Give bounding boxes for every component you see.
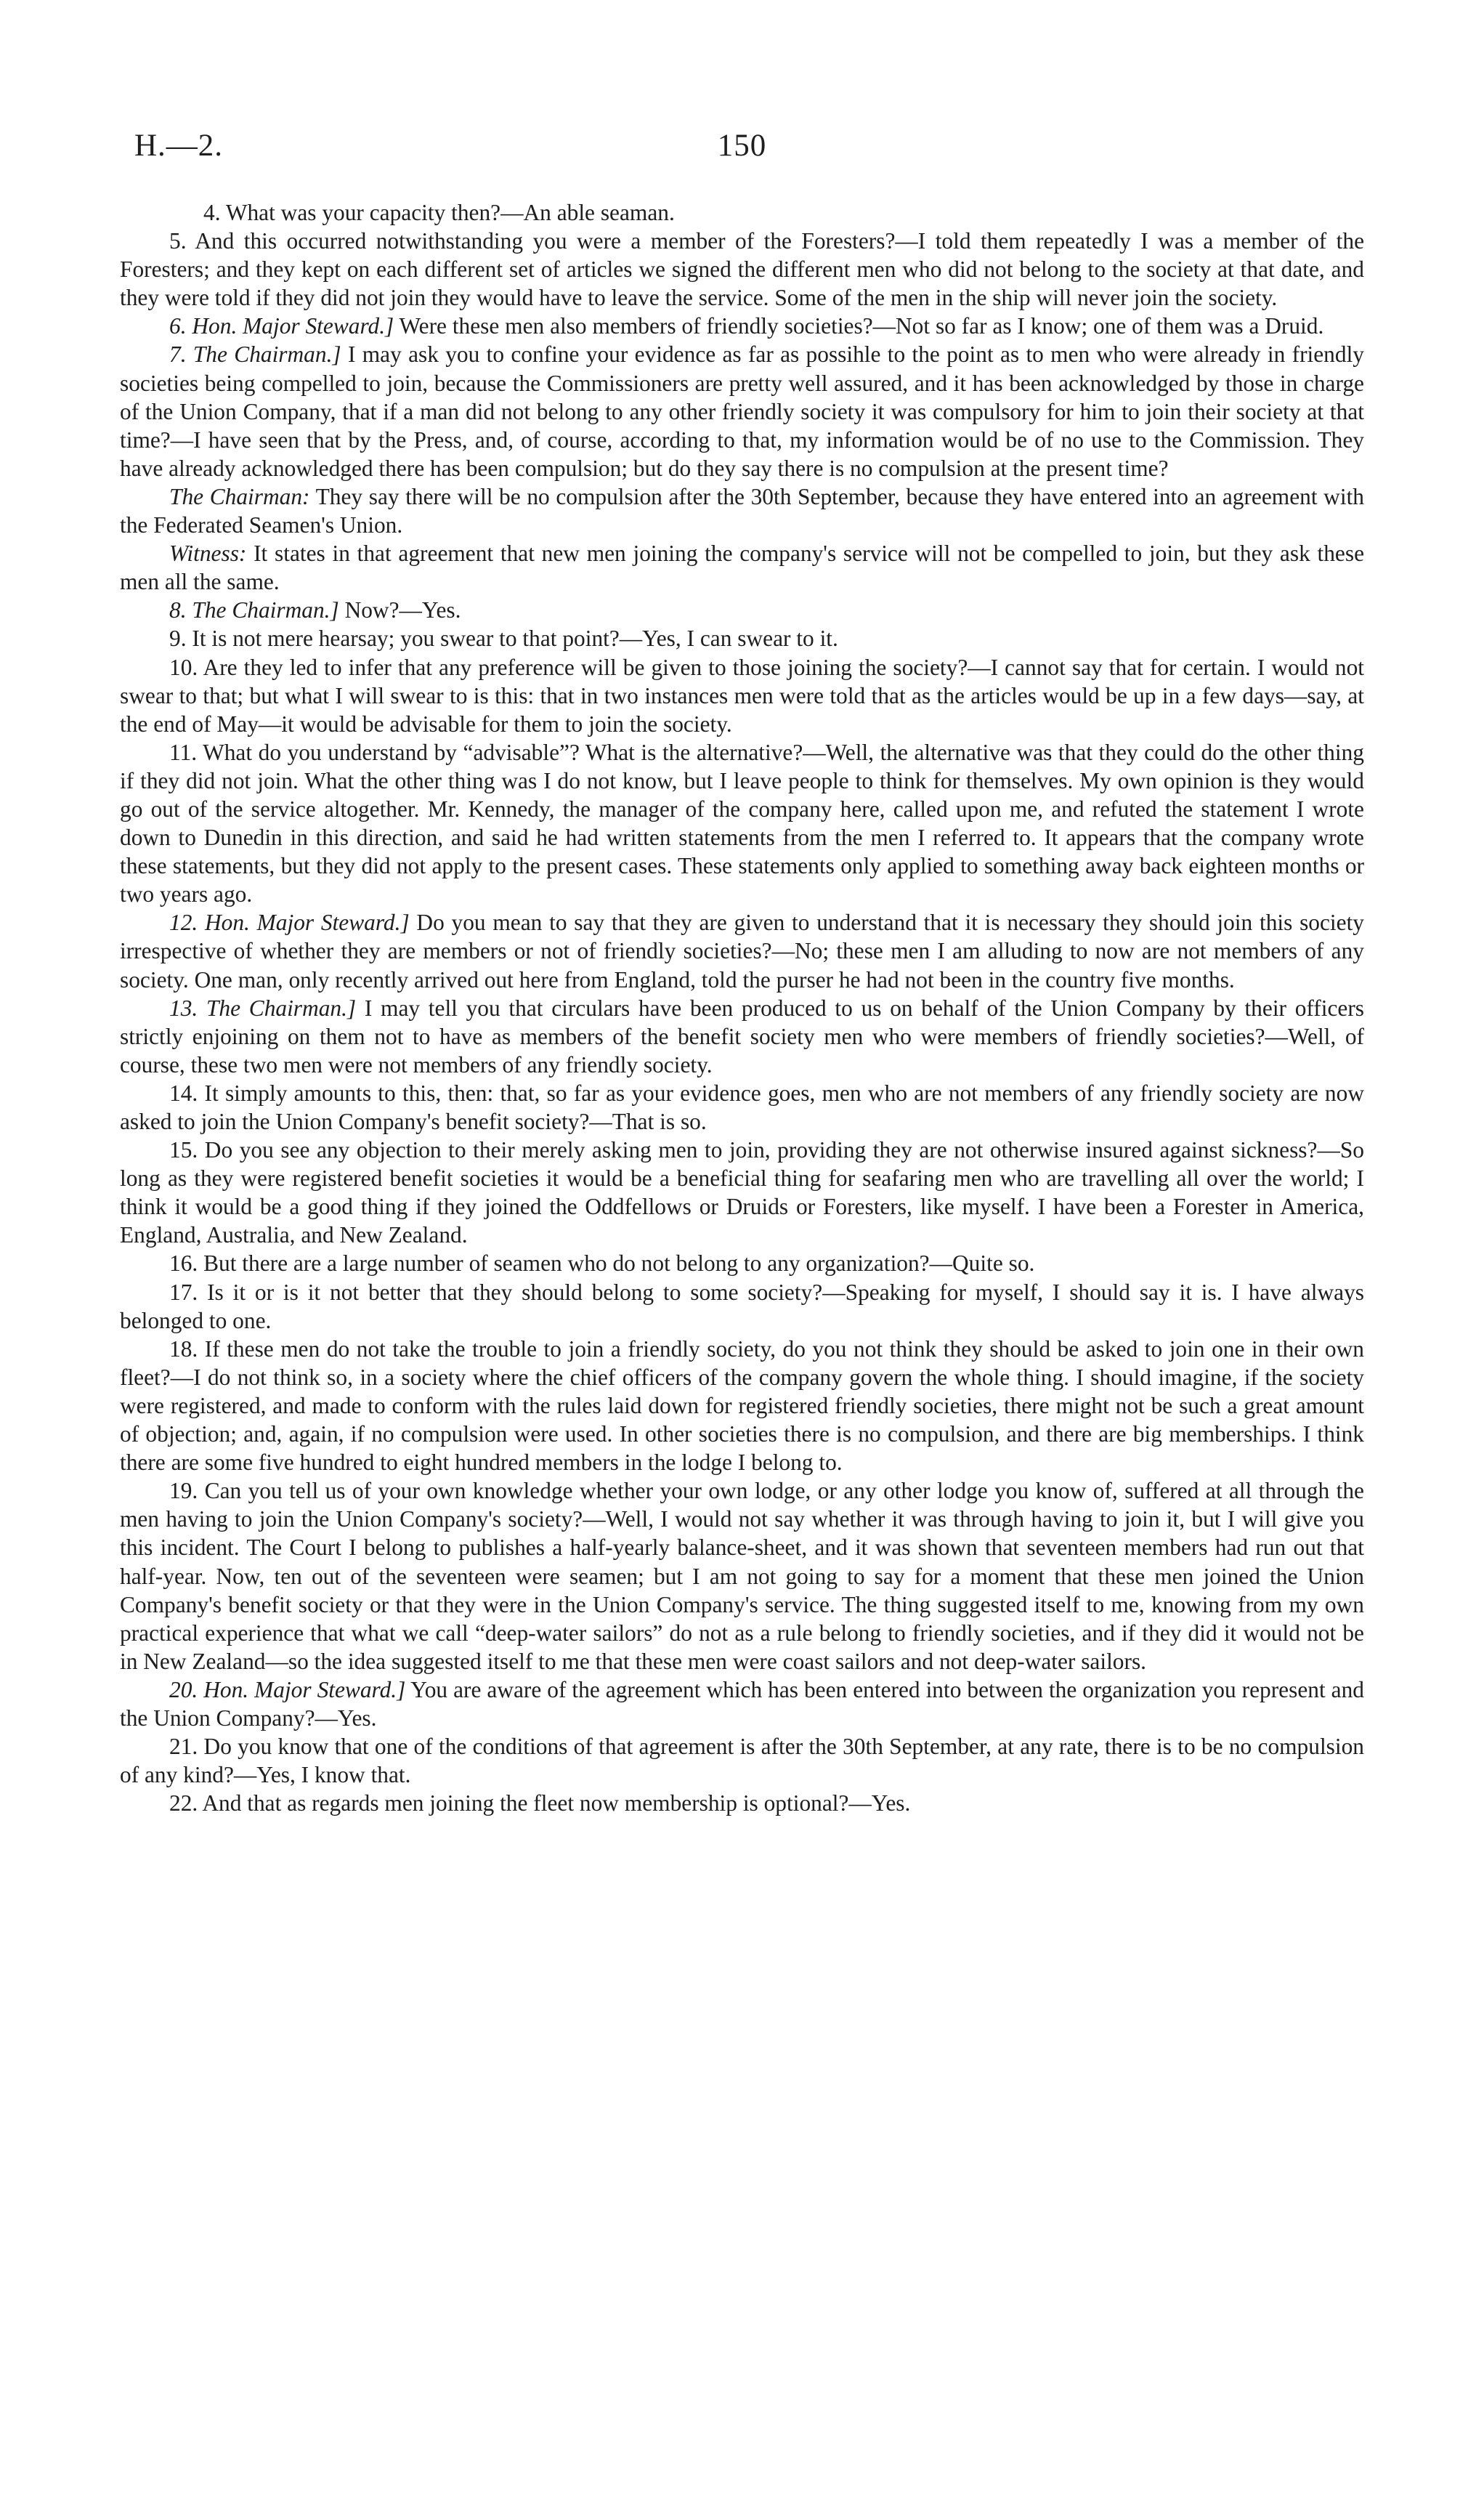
speaker-label: 20. Hon. Major Steward.] (169, 1676, 406, 1702)
speaker-label: 13. The Chairman.] (169, 995, 357, 1021)
paragraph-witness-remark: Witness: It states in that agreement that new men joining the company's service will not be compelled to join, but they ask these men all the same. (120, 541, 1364, 595)
speaker-label: 12. Hon. Major Steward.] (169, 910, 410, 936)
speaker-label: 7. The Chairman.] (169, 341, 341, 368)
paragraph-q12: 12. Hon. Major Steward.] Do you mean to say that they are given to understand that it is necessary they should join this society irrespective of whether they are members or not of friendly societies?—No; these men I am alluding to now are not members of any society. One man, only recently arrived out here from England, told the purser he had not been in the country five months. (120, 910, 1364, 993)
paragraph-q4: 4. What was your capacity then?—An able seaman. (203, 200, 675, 225)
paragraph-q22: 22. And that as regards men joining the fleet now membership is optional?—Yes. (169, 1790, 911, 1816)
paragraph-q14: 14. It simply amounts to this, then: that, so far as your evidence goes, men who are not members of any friendly society are now asked to join the Union Company's benefit society?—That is so. (120, 1080, 1364, 1134)
paragraph-q20: 20. Hon. Major Steward.] You are aware of the agreement which has been entered into between the organization you represent and the Union Company?—Yes. (120, 1676, 1364, 1731)
speaker-label: 8. The Chairman.] (169, 597, 339, 623)
paragraph-q11: 11. What do you understand by “advisable”? What is the alternative?—Well, the alternative was that they could do the other thing if they did not join. What the other thing was I do not know, but I leave people to think for themselves. My own opinion is they would go out of the service altogether. Mr. Kennedy, the manager of the company here, called upon me, and refuted the statement I wrote down to Dunedin in this direction, and said he had written statements from the men I referred to. It appears that the company wrote these statements, but they did not apply to the present cases. These statements only applied to something away back eighteen months or two years ago. (120, 739, 1364, 908)
paragraph-q18: 18. If these men do not take the trouble to join a friendly society, do you not think they should be asked to join one in their own fleet?—I do not think so, in a society where the chief officers of the company govern the whole thing. I should imagine, if the society were registered, and made to conform with the rules laid down for registered friendly societies, there might not be such a great amount of objection; and, again, if no compulsion were used. In other societies there is no compulsion, and there are big memberships. I think there are some five hundred to eight hundred members in the lodge I belong to. (120, 1335, 1364, 1476)
paragraph-q16: 16. But there are a large number of seamen who do not belong to any organization?—Quite so. (169, 1250, 1035, 1277)
paragraph-q8: 8. The Chairman.] Now?—Yes. (169, 597, 461, 623)
paragraph-q7: 7. The Chairman.] I may ask you to confine your evidence as far as possihle to the point as to men who were already in friendly societies being compelled to join, because the Commissioners are pretty well assured, and it has been acknowledged by those in charge of the Union Company, that if a man did not belong to any other friendly society it was compulsory for him to join their society at that time?—I have seen that by the Press, and, of course, according to that, my information would be of no use to the Commission. They have already acknowledged there has been compulsion; but do they say there is no compulsion at the present time? (120, 341, 1364, 481)
paragraph-q21: 21. Do you know that one of the conditions of that agreement is after the 30th September, at any rate, there is to be no compulsion of any kind?—Yes, I know that. (120, 1734, 1364, 1788)
paragraph-q13: 13. The Chairman.] I may tell you that circulars have been produced to us on behalf of the Union Company by their officers strictly enjoining on them not to have as members of the benefit society men who were members of friendly societies?—Well, of course, these two men were not members of any friendly society. (120, 995, 1364, 1078)
paragraph-q9: 9. It is not mere hearsay; you swear to that point?—Yes, I can swear to it. (169, 626, 838, 652)
paragraph-q19: 19. Can you tell us of your own knowledge whether your own lodge, or any other lodge you know of, suffered at all through the men having to join the Union Company's society?—Well, I would not say whether it was through having to join it, but I will give you this incident. The Court I belong to publishes a half-yearly balance-sheet, and it was shown that seventeen members had run out that half-year. Now, ten out of the seventeen were seamen; but I am not going to say for a moment that these men joined the Union Company's benefit society or that they were in the Union Company's service. The thing suggested itself to me, knowing from my own practical experience that what we call “deep-water sailors” do not as a rule belong to friendly societies, and if they did it would not be in New Zealand—so the idea suggested itself to me that these men were coast sailors and not deep-water sailors. (120, 1478, 1364, 1674)
speaker-label: Witness: (169, 541, 247, 567)
speaker-label: The Chairman: (169, 483, 310, 509)
paragraph-q17: 17. Is it or is it not better that they should belong to some society?—Speaking for myself, I should say it is. I have always belonged to one. (120, 1279, 1364, 1333)
speaker-label: 6. Hon. Major Steward.] (169, 313, 394, 339)
evidence-transcript (120, 198, 1364, 1817)
page-number: 150 (717, 129, 767, 163)
paragraph-q10: 10. Are they led to infer that any preference will be given to those joining the society?—I cannot say that for certain. I would not swear to that; but what I will swear to is this: that in two instances men were told that as the articles would be up in a few days—say, at the end of May—it would be advisable for them to join the society. (120, 654, 1364, 737)
paragraph-q5: 5. And this occurred notwithstanding you were a member of the Foresters?—I told them repeatedly I was a member of the Foresters; and they kept on each different set of articles we signed the different men who did not belong to the society at that date, and they were told if they did not join they would have to leave the service. Some of the men in the ship will never join the society. (120, 228, 1364, 311)
paragraph-chairman-remark: The Chairman: They say there will be no compulsion after the 30th September, because they have entered into an agreement with the Federated Seamen's Union. (120, 483, 1364, 538)
document-reference: H.—2. (134, 129, 224, 163)
paragraph-q15: 15. Do you see any objection to their merely asking men to join, providing they are not otherwise insured against sickness?—So long as they were registered benefit societies it would be a beneficial thing for seafaring men who are travelling all over the world; I think it would be a good thing if they joined the Oddfellows or Druids or Foresters, like myself. I have been a Forester in America, England, Australia, and New Zealand. (120, 1137, 1364, 1248)
paragraph-q6: 6. Hon. Major Steward.] Were these men also members of friendly societies?—Not so far as I know; one of them was a Druid. (169, 313, 1324, 339)
page-header (134, 128, 1350, 171)
